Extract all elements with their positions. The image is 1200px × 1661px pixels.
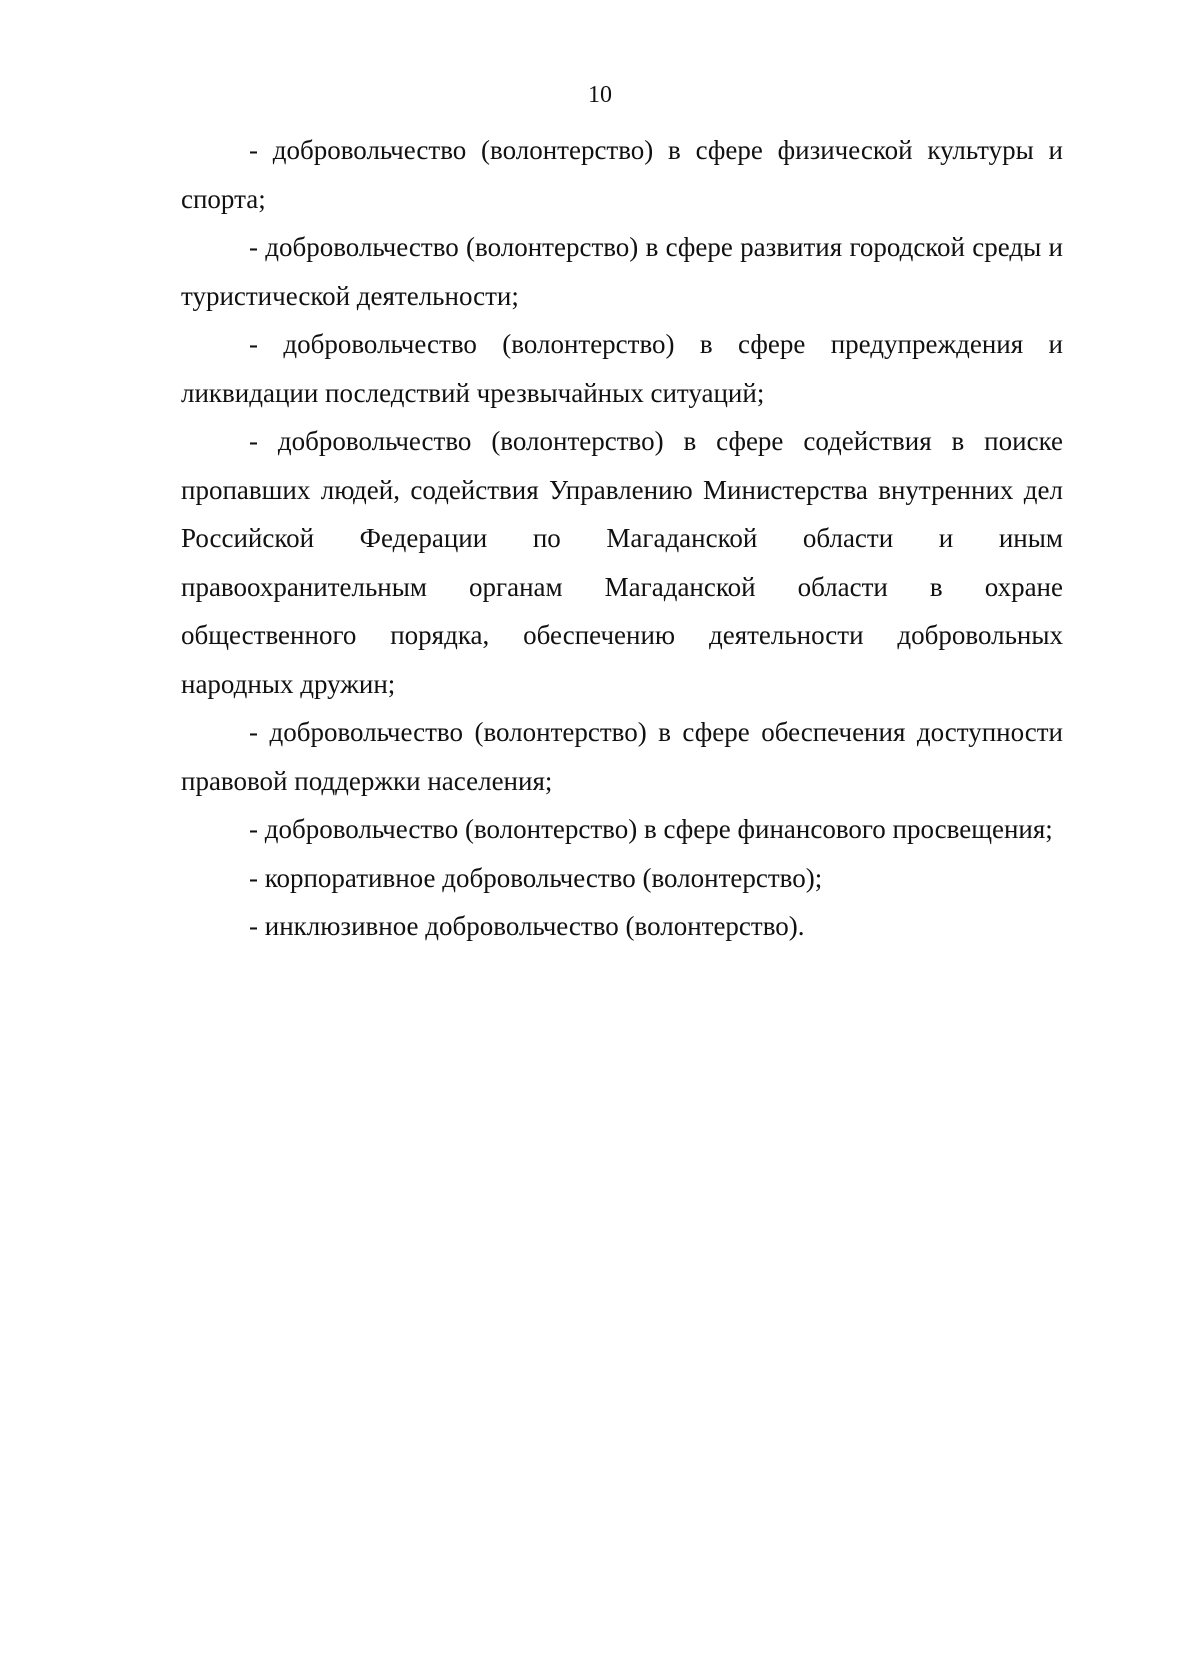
- list-item: - добровольчество (волонтерство) в сфере развития городской среды и туристической деятельности;: [181, 232, 1063, 311]
- list-item: - корпоративное добровольчество (волонтерство);: [249, 862, 823, 893]
- page-number: 10: [588, 82, 612, 108]
- list-item: - добровольчество (волонтерство) в сфере предупреждения и ликвидации последствий чрезвычайных ситуаций;: [181, 329, 1063, 408]
- list-item: - добровольчество (волонтерство) в сфере обеспечения доступности правовой поддержки населения;: [181, 717, 1063, 796]
- list-item: - инклюзивное добровольчество (волонтерство).: [249, 911, 805, 941]
- list-item: - добровольчество (волонтерство) в сфере физической культуры и спорта;: [181, 135, 1063, 214]
- document-body: [181, 126, 1063, 951]
- list-item: - добровольчество (волонтерство) в сфере содействия в поиске пропавших людей, содействия Управлению Министерства внутренних дел Российской Федерации по Магаданской области и иным правоохранительным органам Магаданской области в охране общественного порядка, обеспечению деятельности добровольных народных дружин;: [181, 426, 1063, 699]
- list-item: - добровольчество (волонтерство) в сфере финансового просвещения;: [249, 814, 1053, 844]
